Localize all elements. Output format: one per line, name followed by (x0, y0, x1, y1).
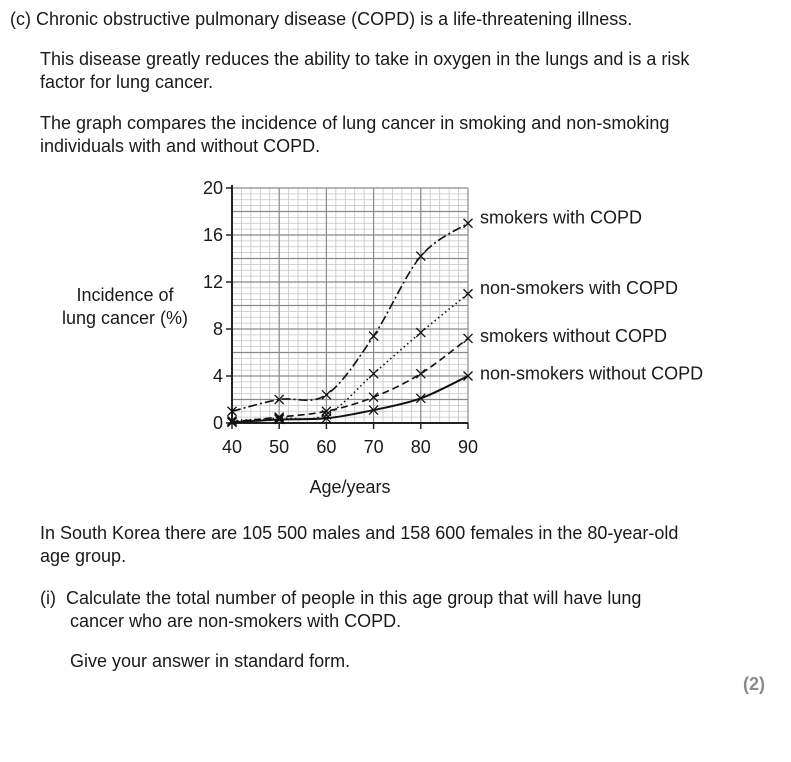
y-tick-label: 0 (212, 413, 223, 433)
series-line-2 (232, 338, 468, 421)
part-label: (c) (10, 9, 31, 29)
marks-label: (2) (743, 674, 765, 694)
y-tick-label: 4 (212, 366, 223, 386)
sub-question-line2: cancer who are non-smokers with COPD. (70, 611, 402, 631)
y-tick-label: 12 (202, 272, 223, 292)
x-tick-label: 50 (269, 437, 290, 457)
y-tick-label: 20 (202, 178, 223, 198)
y-tick-label: 8 (212, 319, 223, 339)
instruction: Give your answer in standard form. (70, 651, 351, 671)
context-line1: In South Korea there are 105 500 males and 158 600 females in the 80-year-old (40, 523, 679, 543)
sub-question-line1 (40, 587, 641, 610)
series-label: smokers without COPD (480, 326, 668, 347)
y-tick-label: 16 (202, 225, 223, 245)
sub-label: (i) (40, 588, 56, 608)
para1-line2: factor for lung cancer. (40, 72, 214, 92)
x-tick-label: 40 (221, 437, 243, 457)
para1-line1: This disease greatly reduces the ability to take in oxygen in the lungs and is a risk (40, 49, 690, 69)
x-tick-label: 80 (410, 437, 431, 457)
x-tick-label: 90 (457, 437, 479, 457)
x-tick-label: 70 (363, 437, 384, 457)
series-label: non-smokers without COPD (480, 363, 704, 384)
para2-line1: The graph compares the incidence of lung cancer in smoking and non-smoking (40, 113, 670, 133)
series-label: non-smokers with COPD (480, 277, 679, 298)
x-tick-label: 60 (316, 437, 337, 457)
y-axis-title-line1: Incidence of (76, 285, 174, 305)
y-axis-title-line2: lung cancer (%) (61, 308, 189, 328)
sub-line1-text: Calculate the total number of people in this age group that will have lung (66, 588, 642, 608)
context-line2: age group. (40, 546, 127, 566)
x-axis-title: Age/years (309, 477, 391, 497)
series-label: smokers with COPD (480, 207, 643, 228)
para2-line2: individuals with and without COPD. (40, 136, 321, 156)
intro-text: Chronic obstructive pulmonary disease (COPD) is a life-threatening illness. (36, 9, 633, 29)
axes (226, 185, 468, 429)
